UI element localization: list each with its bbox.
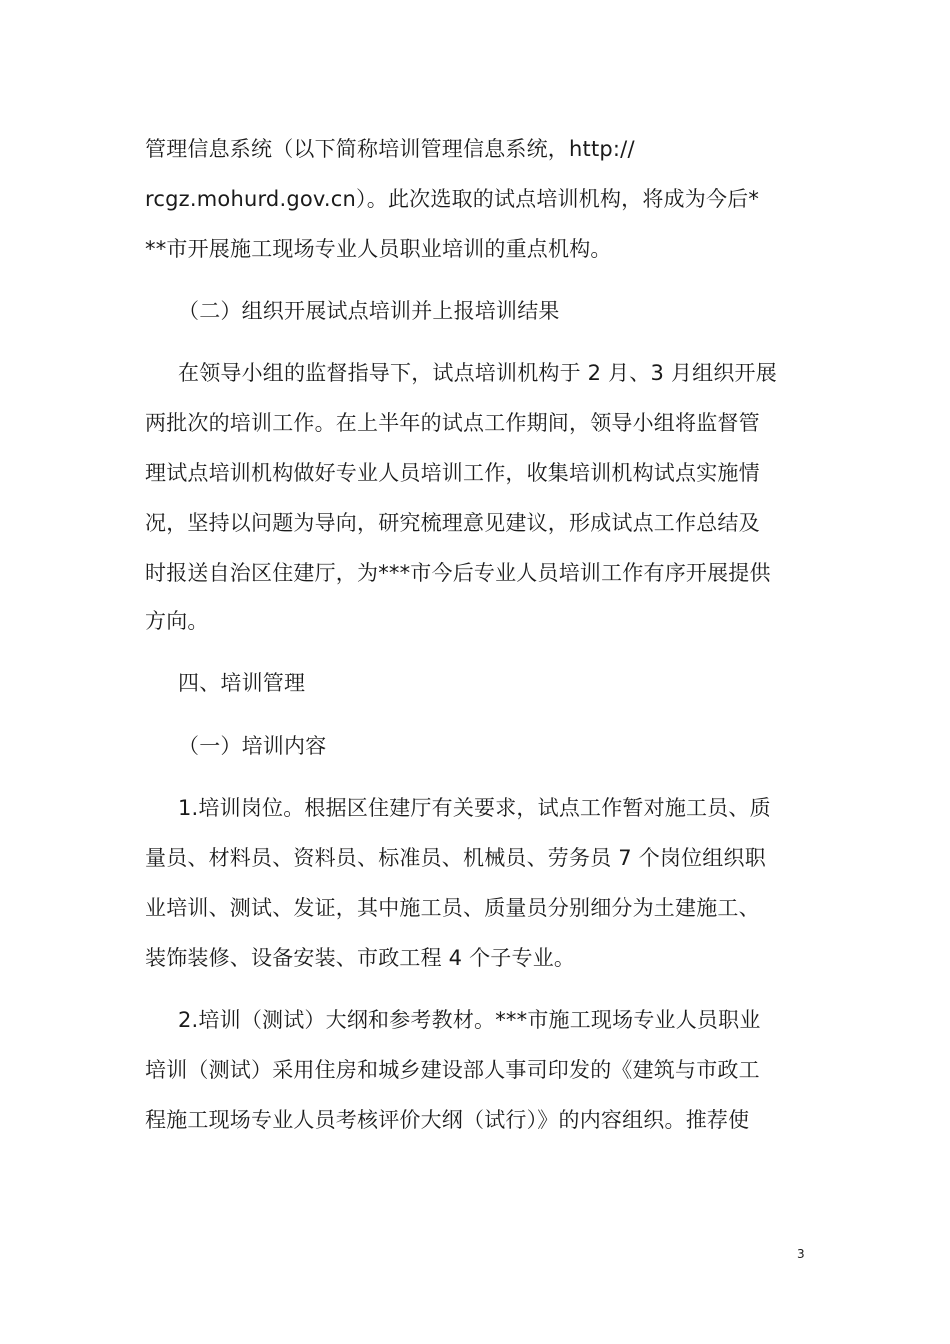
text-line: 程施工现场专业人员考核评价大纲（试行）》的内容组织。推荐使 <box>145 1108 750 1132</box>
subsection-heading: （一）培训内容 <box>178 734 327 758</box>
paragraph-first-line: 在领导小组的监督指导下，试点培训机构于 2 月、3 月组织开展 <box>178 361 777 385</box>
section-heading: 四、培训管理 <box>178 671 306 695</box>
page-number: 3 <box>797 1247 805 1261</box>
text-line: rcgz.mohurd.gov.cn）。此次选取的试点培训机构，将成为今后* <box>145 187 760 211</box>
text-line: 量员、材料员、资料员、标准员、机械员、劳务员 7 个岗位组织职 <box>145 846 766 870</box>
text-line: 培训（测试）采用住房和城乡建设部人事司印发的《建筑与市政工 <box>145 1058 760 1082</box>
text-line: 理试点培训机构做好专业人员培训工作，收集培训机构试点实施情 <box>145 461 760 485</box>
text-line: **市开展施工现场专业人员职业培训的重点机构。 <box>145 237 612 261</box>
text-line: 业培训、测试、发证，其中施工员、质量员分别细分为土建施工、 <box>145 896 760 920</box>
text-line: 两批次的培训工作。在上半年的试点工作期间，领导小组将监督管 <box>145 411 760 435</box>
text-line: 况，坚持以问题为导向，研究梳理意见建议，形成试点工作总结及 <box>145 511 760 535</box>
section-heading: （二）组织开展试点培训并上报培训结果 <box>178 299 560 323</box>
text-line: 时报送自治区住建厅，为***市今后专业人员培训工作有序开展提供 <box>145 561 771 585</box>
paragraph-first-line: 1.培训岗位。根据区住建厅有关要求，试点工作暂对施工员、质 <box>178 796 771 820</box>
text-line: 方向。 <box>145 609 209 633</box>
text-line: 管理信息系统（以下简称培训管理信息系统，http:// <box>145 137 635 161</box>
text-line: 装饰装修、设备安装、市政工程 4 个子专业。 <box>145 946 576 970</box>
paragraph-first-line: 2.培训（测试）大纲和参考教材。***市施工现场专业人员职业 <box>178 1008 761 1032</box>
